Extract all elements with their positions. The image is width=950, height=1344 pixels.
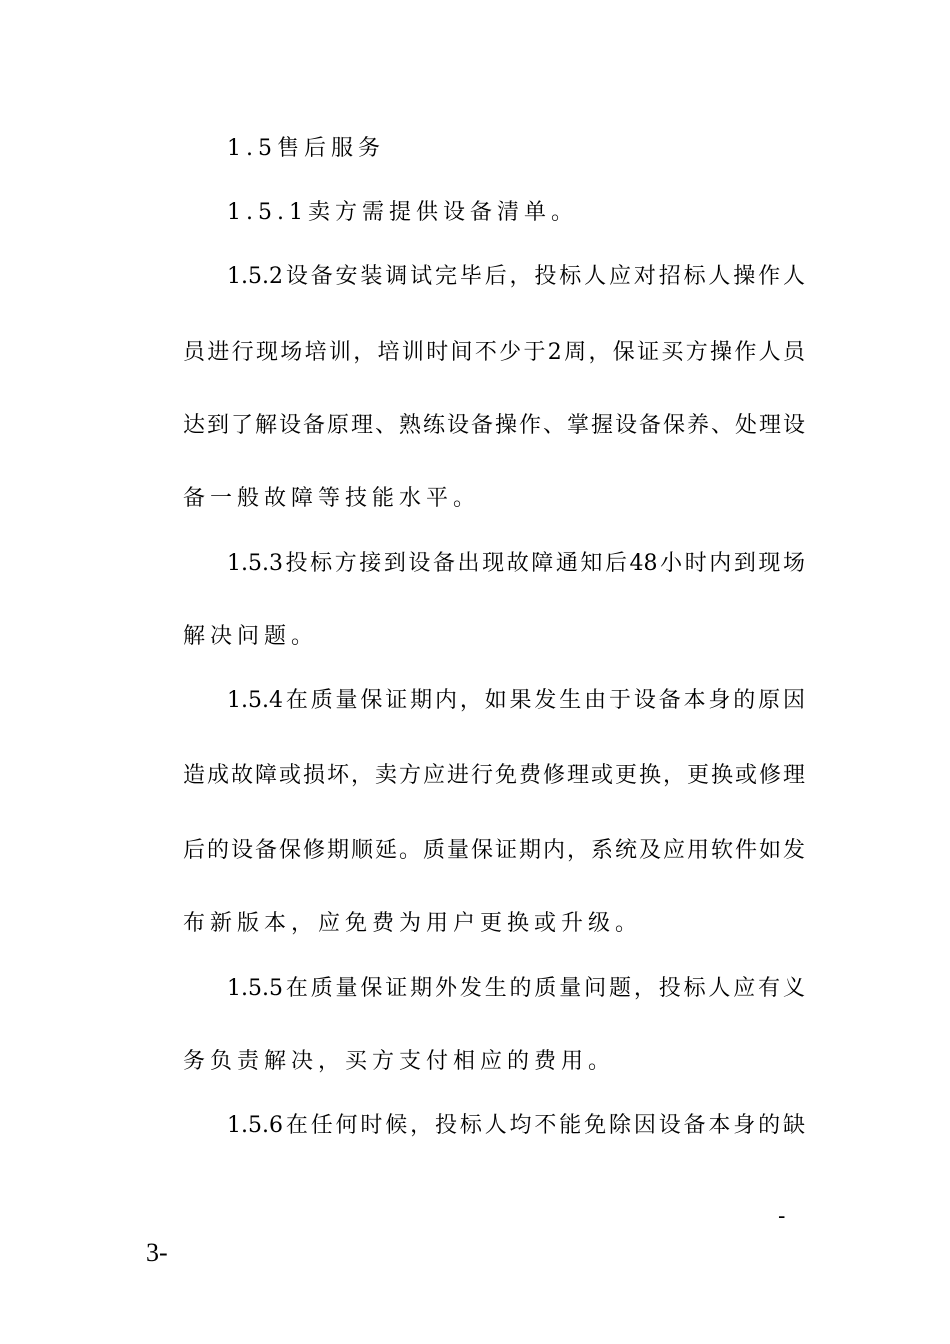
paragraph-line: 1.5.5在质量保证期外发生的质量问题，投标人应有义 xyxy=(227,976,805,1001)
paragraph-line: 备一般故障等技能水平。 xyxy=(183,486,481,511)
footer-dash: - xyxy=(778,1204,786,1229)
paragraph-line: 解决问题。 xyxy=(183,624,319,649)
paragraph-line: 务负责解决，买方支付相应的费用。 xyxy=(183,1049,616,1074)
paragraph-line: 布新版本，应免费为用户更换或升级。 xyxy=(183,911,643,936)
heading-after-sales-service: 1.5售后服务 xyxy=(227,136,385,161)
paragraph-line: 1.5.1卖方需提供设备清单。 xyxy=(227,200,578,225)
paragraph-line: 造成故障或损坏，卖方应进行免费修理或更换，更换或修理 xyxy=(183,763,805,788)
paragraph-line: 1.5.6在任何时候，投标人均不能免除因设备本身的缺 xyxy=(227,1113,805,1138)
paragraph-line: 达到了解设备原理、熟练设备操作、掌握设备保养、处理设 xyxy=(183,413,805,438)
paragraph-line: 后的设备保修期顺延。质量保证期内，系统及应用软件如发 xyxy=(183,838,805,863)
paragraph-line: 员进行现场培训，培训时间不少于2周，保证买方操作人员 xyxy=(183,340,805,365)
paragraph-line: 1.5.2设备安装调试完毕后，投标人应对招标人操作人 xyxy=(227,264,805,289)
paragraph-line: 1.5.4在质量保证期内，如果发生由于设备本身的原因 xyxy=(227,688,805,713)
page-number: 3- xyxy=(146,1238,168,1267)
paragraph-line: 1.5.3投标方接到设备出现故障通知后48小时内到现场 xyxy=(227,551,805,576)
